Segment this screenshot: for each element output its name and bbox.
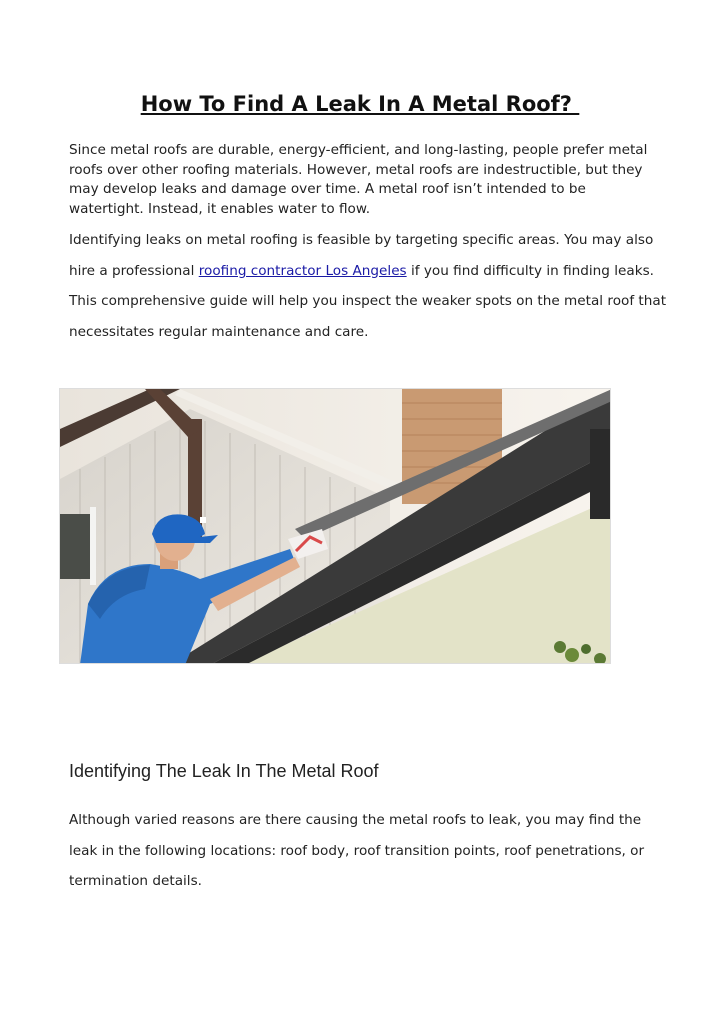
section-heading: Identifying The Leak In The Metal Roof xyxy=(69,761,379,781)
paragraph-text-after-link: if you find difficulty in finding leaks. This comprehensive guide will help you inspect the weaker spots on the metal roof that necessitates regular maintenance and care. xyxy=(69,262,667,341)
roofer-inspecting-gutter-photo xyxy=(59,388,611,664)
paragraph-text-before-link: Identifying leaks on metal roofing is feasible by targeting specific areas. You may also hire a professional xyxy=(69,232,654,279)
intro-paragraph: Since metal roofs are durable, energy-efficient, and long-lasting, people prefer metal roofs over other roofing materials. However, metal roofs are indestructible, but they may develop leaks and damage over time. A metal roof isn’t intended to be watertight. Instead, it enables water to flow. xyxy=(69,142,648,217)
section-paragraph: Although varied reasons are there causing the metal roofs to leak, you may find the leak in the following locations: roof body, roof transition points, roof penetrations, or termination details. xyxy=(69,812,645,890)
body-paragraph xyxy=(69,225,669,348)
page-title: How To Find A Leak In A Metal Roof? xyxy=(140,92,580,116)
roofing-contractor-link[interactable]: roofing contractor Los Angeles xyxy=(198,262,407,279)
